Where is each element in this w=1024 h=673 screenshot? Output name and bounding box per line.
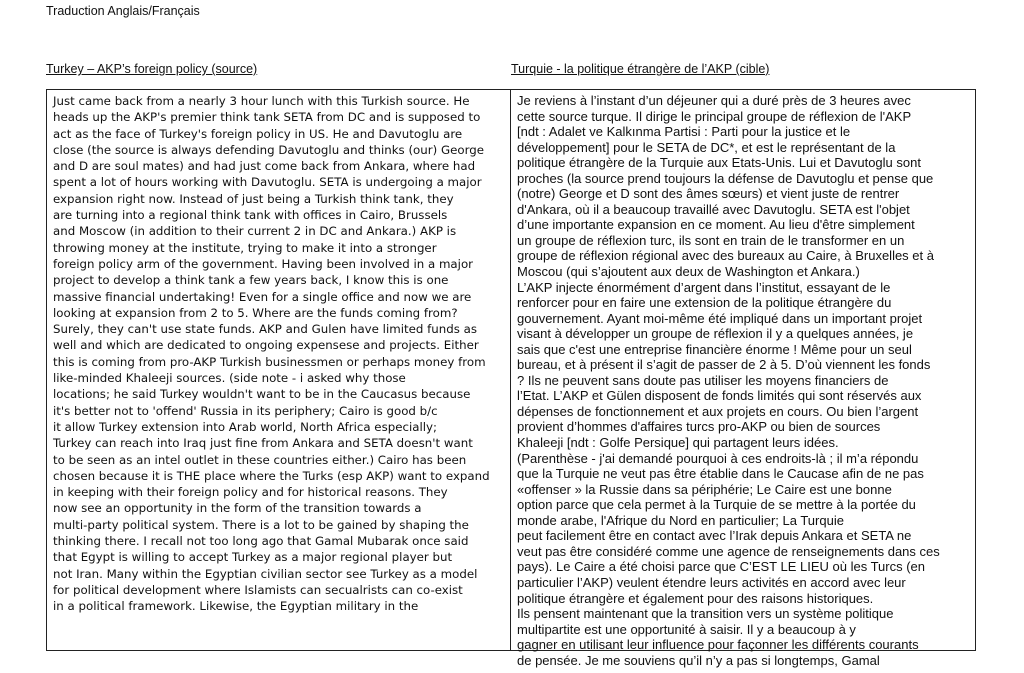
target-text-line: gouvernement. Ayant moi-même été impliqué dans un important projet	[517, 310, 923, 326]
target-text-line: d’une importante expansion en ce moment. Au lieu d'être simplement	[517, 217, 915, 233]
source-text-line: and Moscow (in addition to their current 2 in DC and Ankara.) AKP is	[53, 224, 457, 239]
target-text-line: «offenser » la Russie dans sa périphérie; Le Caire est une bonne	[517, 481, 892, 497]
target-text-line: bureau, et à présent il s’agit de passer de 2 à 5. D’où viennent les fonds	[517, 357, 931, 373]
source-text-line: are turning into a regional think tank with offices in Cairo, Brussels	[53, 208, 448, 223]
target-text-line: peut facilement être en contact avec l’Irak depuis Ankara et SETA ne	[517, 528, 912, 544]
source-text-cell	[47, 90, 511, 650]
target-text-line: développement] pour le SETA de DC*, et est le représentant de la	[517, 139, 896, 155]
source-text-line: close (the source is always defending Davutoglu and thinks (our) George	[53, 142, 484, 157]
target-text-line: d'Ankara, où il a beaucoup travaillé avec Davutoglu. SETA est l'objet	[517, 201, 910, 217]
source-text-line: throwing money at the institute, trying to make it into a stronger	[53, 240, 437, 255]
target-text-line: provient d’hommes d'affaires turcs pro-AKP ou bien de sources	[517, 419, 881, 435]
target-text-line: renforcer pour en faire une extension de la politique étrangère du	[517, 295, 892, 311]
source-heading: Turkey – AKP’s foreign policy (source)	[46, 62, 258, 76]
source-text-line: well and which are dedicated to ongoing expensese and projects. Either	[53, 338, 479, 353]
source-text-line: now see an opportunity in the form of the transition towards a	[53, 501, 422, 516]
target-text-line: Moscou (qui s’ajoutent aux deux de Washington et Ankara.)	[517, 264, 860, 280]
source-text-line: that Egypt is willing to accept Turkey as a major regional player but	[53, 550, 453, 565]
target-text-line: cette source turque. Il dirige le principal groupe de réflexion de l'AKP	[517, 108, 912, 124]
source-text-line: like-minded Khaleeji sources. (side note - i asked why those	[53, 371, 406, 386]
target-text-line: veut pas être considéré comme une agence de renseignements dans ces	[517, 543, 940, 559]
source-text-line: for political development where Islamists can secualrists can co-exist	[53, 582, 463, 597]
source-text-line: Just came back from a nearly 3 hour lunch with this Turkish source. He	[53, 94, 470, 108]
source-text-line: heads up the AKP's premier think tank SETA from DC and is supposed to	[53, 110, 481, 125]
source-text-line: expansion right now. Instead of just being a Turkish think tank, they	[53, 191, 454, 206]
target-text-line: un groupe de réflexion turc, ils sont en train de le transformer en un	[517, 232, 905, 248]
target-text-line: monde arabe, l'Afrique du Nord en particulier; La Turquie	[517, 512, 844, 528]
source-text-line: to be seen as an intel outlet in these countries either.) Cairo has been	[53, 452, 467, 467]
source-text-line: spent a lot of hours working with Davutoglu. SETA is undergoing a major	[53, 175, 482, 190]
target-text-line: (notre) George et D sont des âmes sœurs) et vient juste de rentrer	[517, 186, 900, 202]
target-text-line: visant à développer un groupe de réflexion il y a quelques années, je	[517, 326, 914, 342]
source-text-line: project to develop a think tank a few years back, I know this is one	[53, 273, 449, 288]
source-text-line: locations; he said Turkey wouldn't want to be in the Caucasus because	[53, 387, 471, 402]
target-text-line: Khaleeji [ndt : Golfe Persique] qui partagent leurs idées.	[517, 435, 839, 451]
target-text-cell	[511, 90, 975, 668]
target-text-line: dépenses de fonctionnement et aux projets en cours. Ou bien l’argent	[517, 403, 919, 419]
target-text-line: l’Etat. L’AKP et Gülen disposent de fonds limités qui sont réservés aux	[517, 388, 922, 404]
target-text-line: Ils pensent maintenant que la transition vers un système politique	[517, 606, 894, 622]
target-text-line: pays). Le Caire a été choisi parce que C’EST LE LIEU où les Turcs (en	[517, 559, 926, 575]
source-text-line: this is coming from pro-AKP Turkish businessmen or perhaps money from	[53, 354, 486, 369]
target-text-line: politique étrangère de la Turquie aux Etats-Unis. Lui et Davutoglu sont	[517, 155, 921, 171]
target-text-line: ? Ils ne peuvent sans doute pas utiliser les moyens financiers de	[517, 372, 889, 388]
target-text-line: L’AKP injecte énormément d’argent dans l’institut, essayant de le	[517, 279, 891, 295]
target-text-line: (Parenthèse - j'ai demandé pourquoi à ces endroits-là ; il m’a répondu	[517, 450, 919, 466]
source-text-line: Surely, they can't use state funds. AKP and Gulen have limited funds as	[53, 322, 477, 337]
target-text-line: [ndt : Adalet ve Kalkınma Partisi : Parti pour la justice et le	[517, 124, 851, 140]
source-text-line: and D are soul mates) and had just come back from Ankara, where had	[53, 159, 476, 174]
target-text-line: particulier l’AKP) veulent étendre leurs activités en accord avec leur	[517, 574, 906, 590]
target-text-line: option parce que cela permet à la Turquie de se mettre à la portée du	[517, 497, 916, 513]
target-text-line: Je reviens à l’instant d’un déjeuner qui a duré près de 3 heures avec	[517, 93, 911, 108]
source-text-line: thinking there. I recall not too long ago that Gamal Mubarak once said	[53, 534, 469, 549]
translation-table	[46, 89, 976, 668]
target-text-line: groupe de réflexion régional avec des bureaux au Caire, à Bruxelles et à	[517, 248, 934, 264]
source-text-line: chosen because it is THE place where the Turks (esp AKP) want to expand	[53, 468, 490, 483]
target-text-line: politique étrangère et également pour des raisons historiques.	[517, 590, 874, 606]
source-text-line: Turkey can reach into Iraq just fine from Ankara and SETA doesn't want	[53, 436, 473, 451]
target-text-line: de pensée. Je me souviens qu’il n’y a pas si longtemps, Gamal	[517, 652, 880, 668]
target-text-line: proches (la source prend toujours la défense de Davutoglu et pense que	[517, 170, 934, 186]
source-text-line: massive financial undertaking! Even for a single office and now we are	[53, 289, 472, 304]
document-title: Traduction Anglais/Français	[46, 4, 200, 18]
source-text-line: not Iran. Many within the Egyptian civilian sector see Turkey as a model	[53, 566, 478, 581]
source-text-line: it allow Turkey extension into Arab world, North Africa especially;	[53, 419, 437, 434]
target-text-line: sais que c'est une entreprise financière énorme ! Même pour un seul	[517, 341, 912, 357]
source-text-line: multi-party political system. There is a lot to be gained by shaping the	[53, 517, 469, 532]
source-text-line: foreign policy arm of the government. Having been involved in a major	[53, 256, 474, 271]
target-text-line: multipartite est une opportunité à saisir. Il y a beaucoup à y	[517, 621, 856, 637]
source-text-line: in keeping with their foreign policy and for historical reasons. They	[53, 485, 448, 500]
source-text-line: in a political framework. Likewise, the Egyptian military in the	[53, 599, 419, 614]
target-text-line: gagner en utilisant leur influence pour façonner les différents courants	[517, 637, 919, 653]
source-text-line: it's better not to 'offend' Russia in its periphery; Cairo is good b/c	[53, 403, 438, 418]
target-heading: Turquie - la politique étrangère de l’AKP (cible)	[511, 62, 770, 76]
source-text-line: looking at expansion from 2 to 5. Where are the funds coming from?	[53, 305, 458, 320]
target-text-line: que la Turquie ne veut pas être établie dans le Caucase afin de ne pas	[517, 466, 924, 482]
source-text-line: act as the face of Turkey's foreign policy in US. He and Davutoglu are	[53, 126, 463, 141]
